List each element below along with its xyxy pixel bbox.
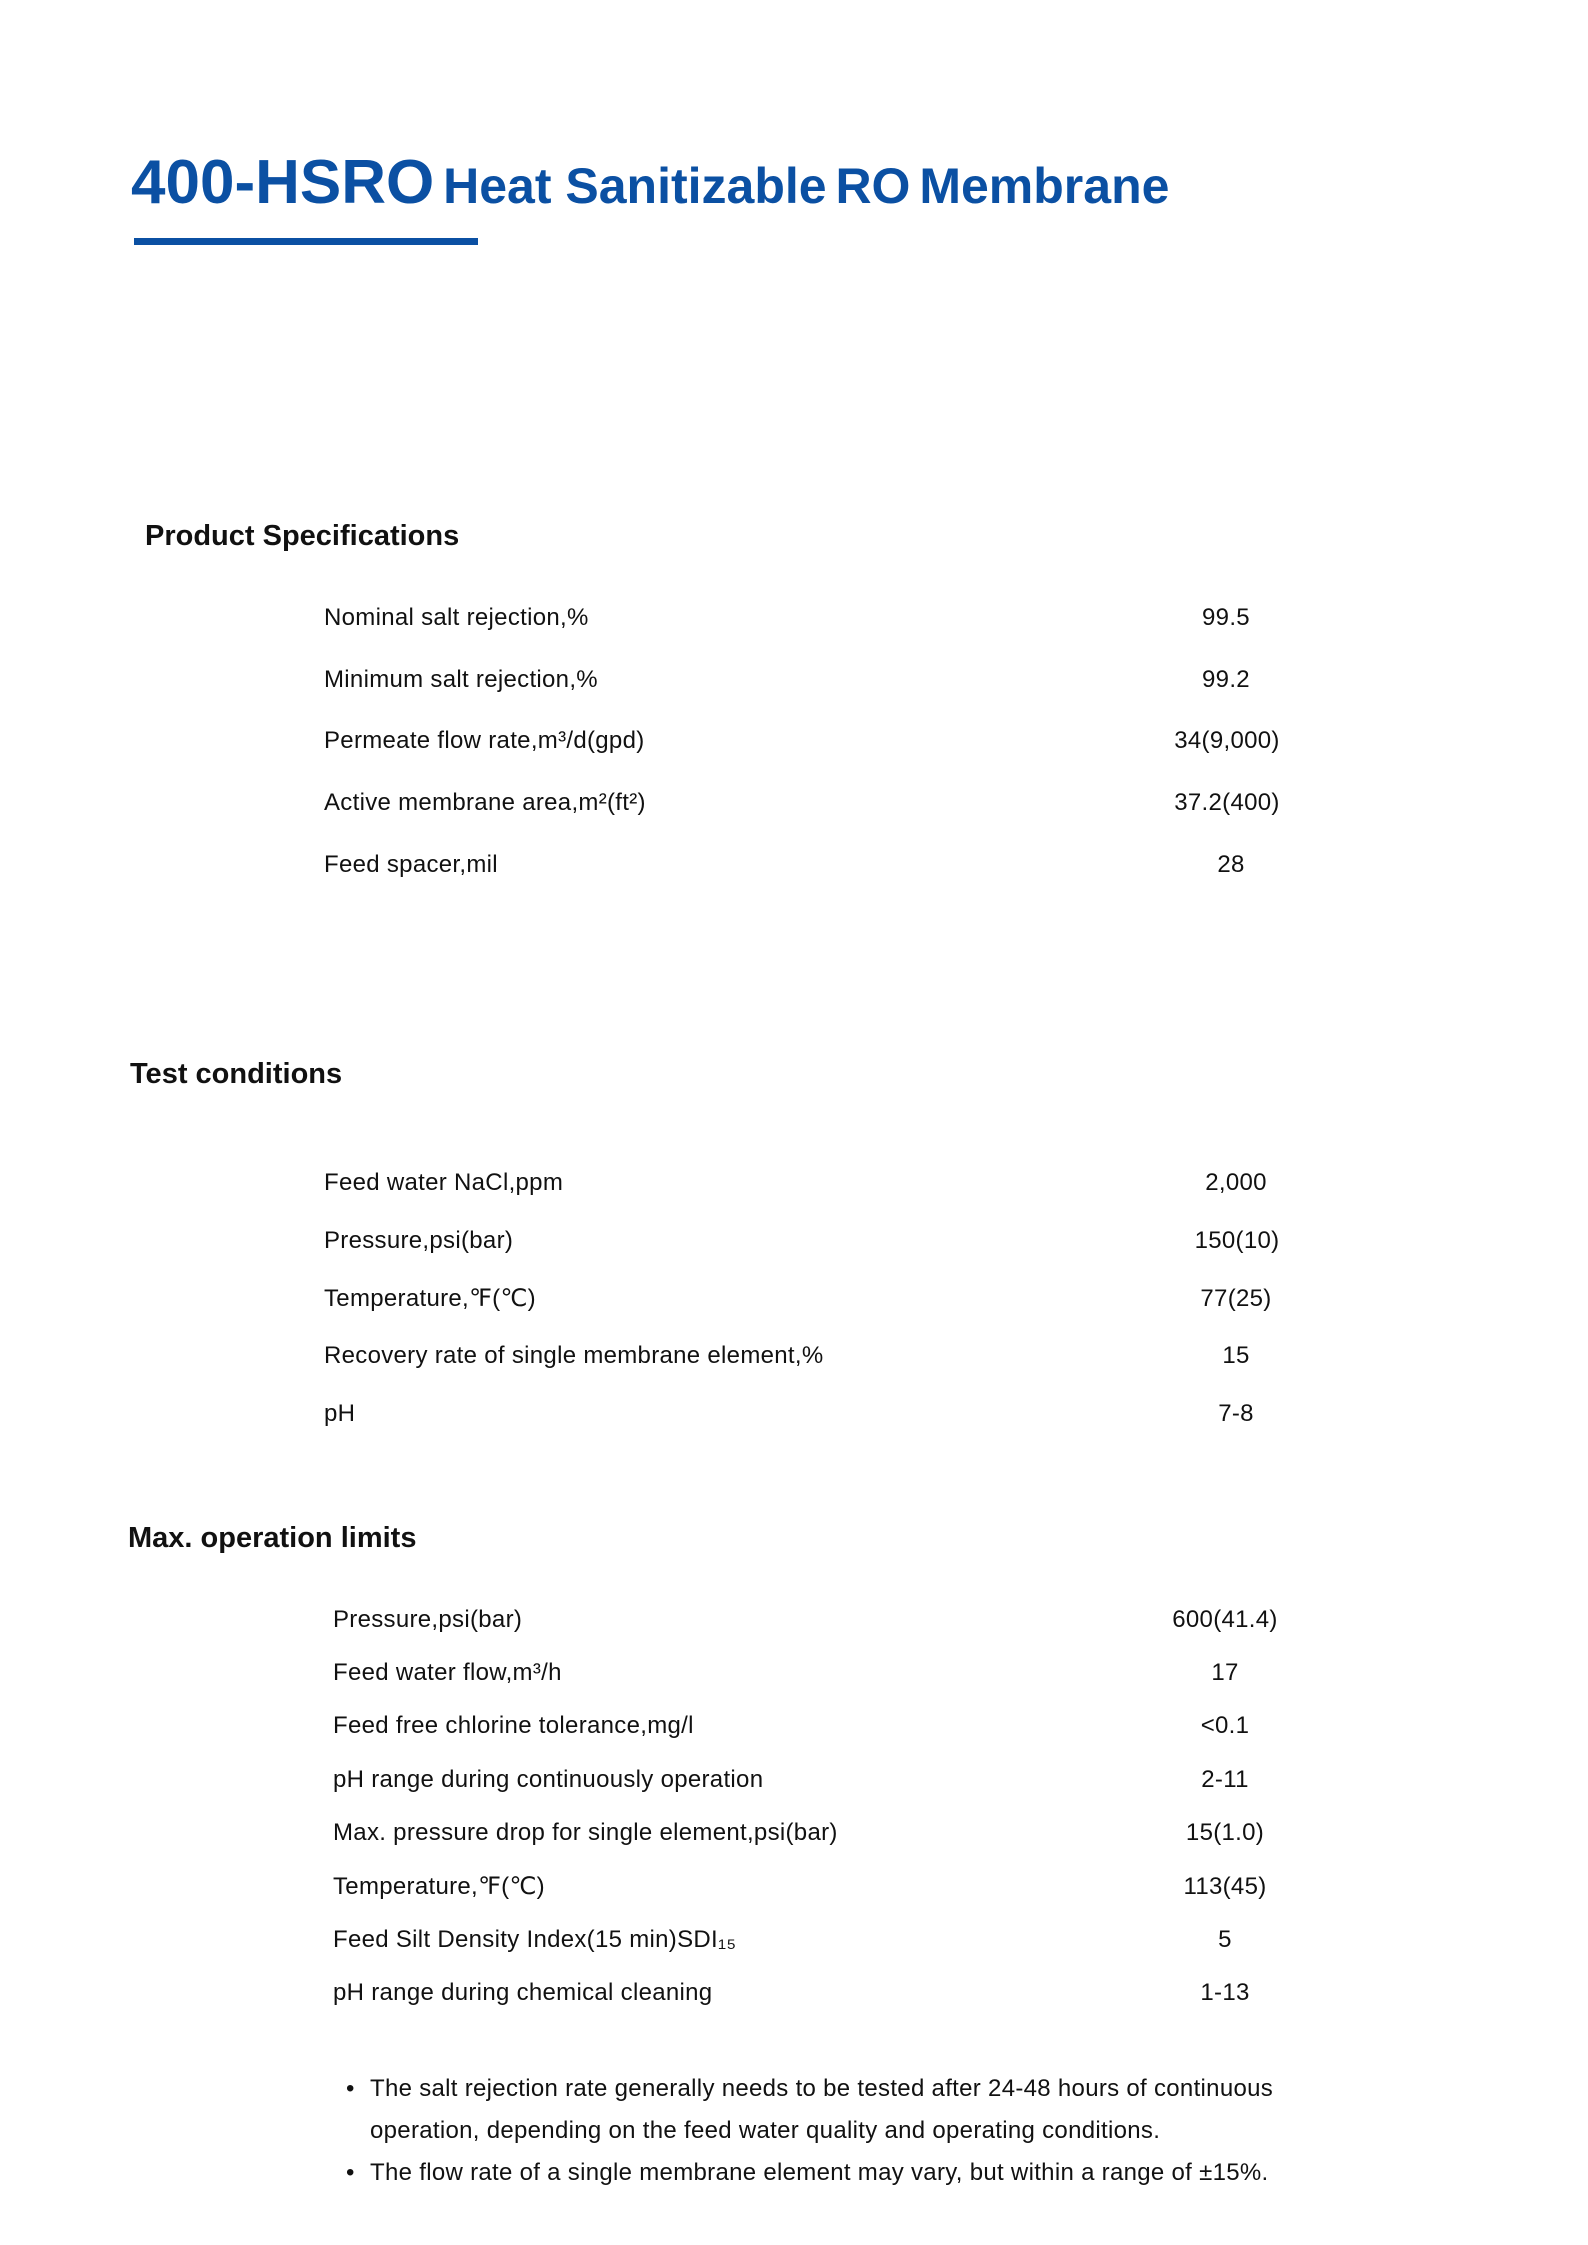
test-label: Feed water NaCl,ppm — [324, 1169, 564, 1196]
test-value: 7-8 — [1218, 1400, 1254, 1427]
product-specifications-heading: Product Specifications — [145, 520, 460, 552]
test-value: 77(25) — [1200, 1285, 1272, 1312]
title-name-part2: RO — [835, 158, 911, 214]
spec-label: Nominal salt rejection,% — [324, 604, 589, 631]
footnote-text: The flow rate of a single membrane element may vary, but within a range of ±15%. — [370, 2159, 1269, 2186]
limit-value: 17 — [1211, 1659, 1239, 1686]
spec-label: Active membrane area,m²(ft²) — [324, 789, 646, 816]
spec-label: Feed spacer,mil — [324, 851, 498, 878]
test-label: pH — [324, 1400, 356, 1427]
spec-row — [0, 853, 1588, 893]
limit-value: 113(45) — [1183, 1873, 1267, 1900]
test-row — [0, 1287, 1588, 1327]
spec-row — [0, 791, 1588, 831]
title-underline — [134, 238, 478, 245]
test-row — [0, 1344, 1588, 1384]
spec-value: 99.2 — [1202, 666, 1250, 693]
limit-row — [0, 1608, 1588, 1648]
test-row — [0, 1171, 1588, 1211]
spec-row — [0, 606, 1588, 646]
limit-value: 5 — [1218, 1926, 1232, 1953]
limit-row — [0, 1928, 1588, 1968]
limit-label: pH range during chemical cleaning — [333, 1979, 713, 2006]
limit-label: Pressure,psi(bar) — [333, 1606, 523, 1633]
limit-label: Feed water flow,m³/h — [333, 1659, 562, 1686]
limit-row — [0, 1714, 1588, 1754]
limit-value: 2-11 — [1201, 1766, 1249, 1793]
limit-label: Temperature,℉(℃) — [333, 1873, 545, 1900]
spec-value: 28 — [1217, 851, 1245, 878]
test-value: 2,000 — [1205, 1169, 1267, 1196]
limit-row — [0, 1875, 1588, 1915]
title-name-part3: Membrane — [919, 158, 1170, 214]
title-name-part1: Heat Sanitizable — [443, 158, 827, 214]
bullet: • — [346, 2075, 355, 2102]
limit-row — [0, 1768, 1588, 1808]
spec-value: 37.2(400) — [1174, 789, 1280, 816]
title-model: 400-HSRO — [131, 148, 435, 217]
test-label: Pressure,psi(bar) — [324, 1227, 514, 1254]
limit-row — [0, 1821, 1588, 1861]
max-operation-limits-heading: Max. operation limits — [128, 1522, 417, 1554]
limit-label: Feed free chlorine tolerance,mg/l — [333, 1712, 694, 1739]
footnote-item — [346, 2152, 1346, 2194]
limit-value: 600(41.4) — [1172, 1606, 1278, 1633]
spec-row — [0, 668, 1588, 708]
footnote-text: The salt rejection rate generally needs to be tested after 24-48 hours of continuous operation, depending on the feed water quality and operating conditions. — [370, 2075, 1274, 2144]
test-row — [0, 1402, 1588, 1442]
limit-label: pH range during continuously operation — [333, 1766, 764, 1793]
spec-row — [0, 729, 1588, 769]
limit-label: Max. pressure drop for single element,psi(bar) — [333, 1819, 838, 1846]
spec-label: Minimum salt rejection,% — [324, 666, 598, 693]
bullet: • — [346, 2159, 355, 2186]
test-conditions-heading: Test conditions — [130, 1058, 343, 1090]
limit-row — [0, 1661, 1588, 1701]
footnote-item — [346, 2068, 1346, 2152]
spec-label: Permeate flow rate,m³/d(gpd) — [324, 727, 645, 754]
limit-row — [0, 1981, 1588, 2021]
spec-value: 99.5 — [1202, 604, 1250, 631]
test-value: 150(10) — [1194, 1227, 1280, 1254]
page-title — [131, 148, 1170, 217]
footnotes-list — [346, 2068, 1346, 2194]
test-label: Recovery rate of single membrane element,% — [324, 1342, 824, 1369]
spec-value: 34(9,000) — [1174, 727, 1280, 754]
limit-value: 1-13 — [1200, 1979, 1250, 2006]
limit-value: 15(1.0) — [1185, 1819, 1265, 1846]
test-value: 15 — [1222, 1342, 1250, 1369]
test-label: Temperature,℉(℃) — [324, 1285, 536, 1312]
limit-label: Feed Silt Density Index(15 min)SDI₁₅ — [333, 1926, 737, 1953]
limit-value: <0.1 — [1200, 1712, 1250, 1739]
test-row — [0, 1229, 1588, 1269]
